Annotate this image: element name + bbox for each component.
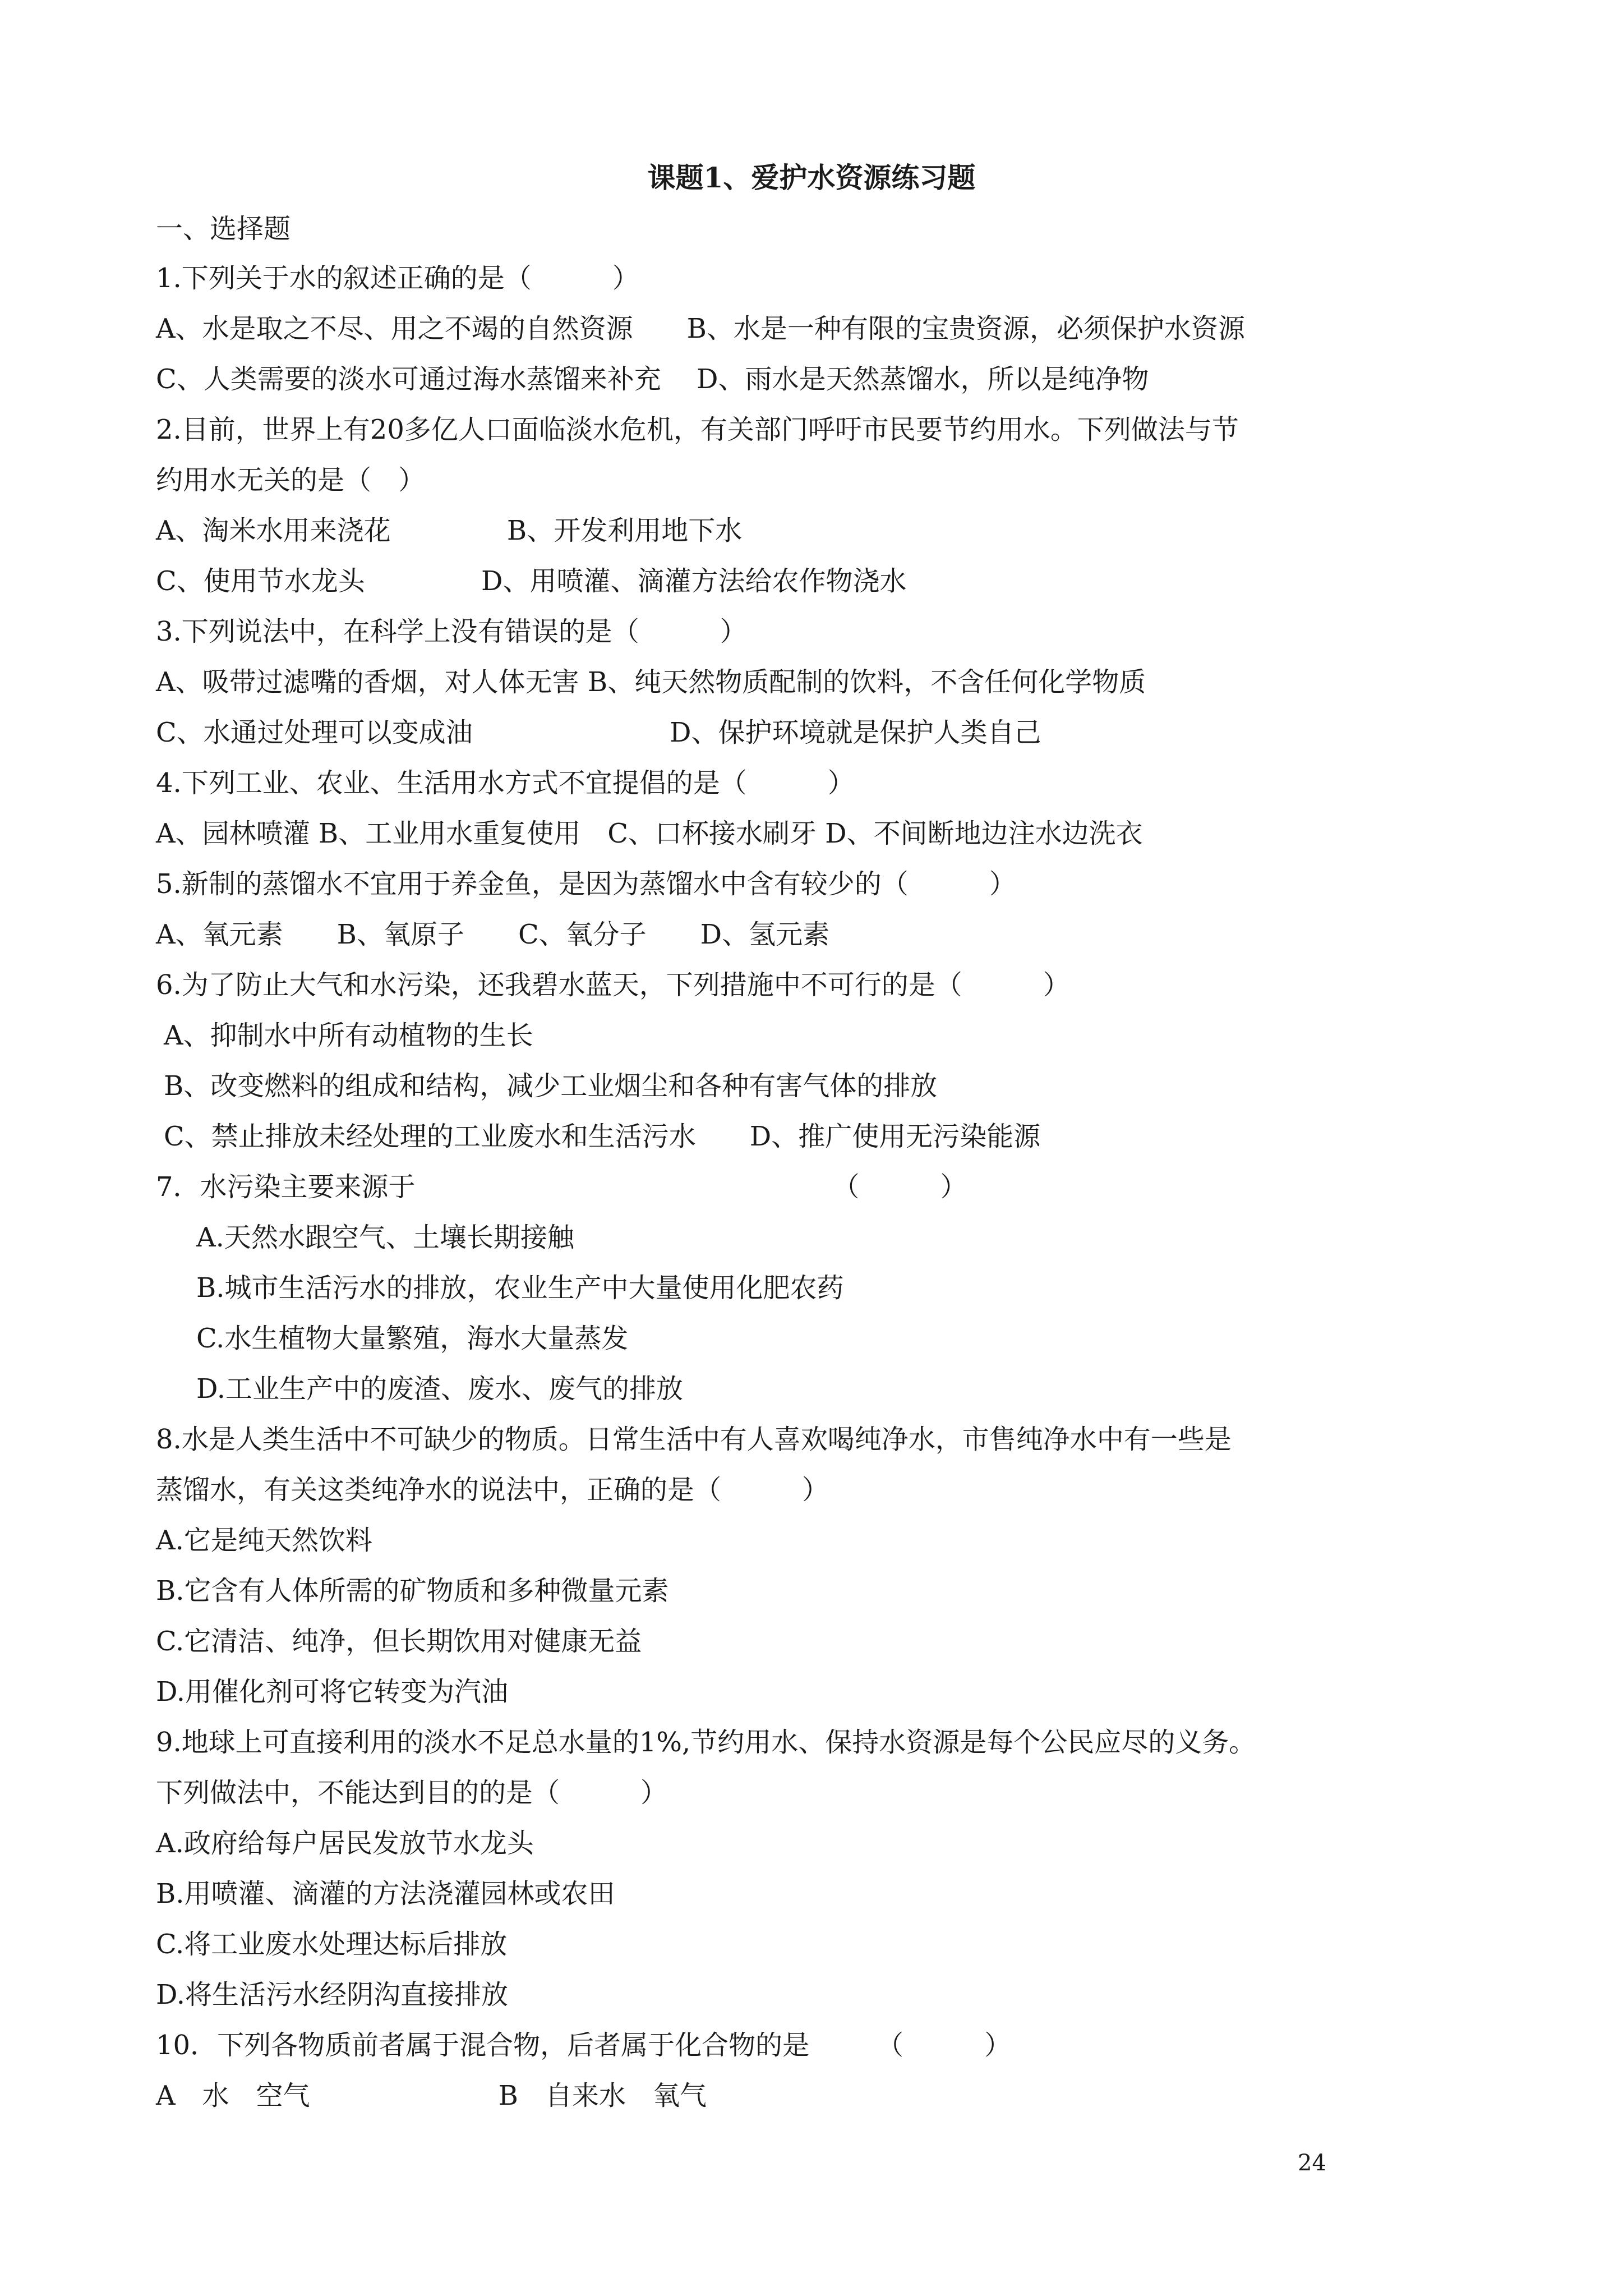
question-4-options: A、园林喷灌 B、工业用水重复使用 C、口杯接水刷牙 D、不间断地边注水边洗衣 — [156, 818, 1143, 849]
question-1-stem: 1.下列关于水的叙述正确的是（ ） — [156, 263, 639, 294]
question-8-stem-line-1: 8.水是人类生活中不可缺少的物质。日常生活中有人喜欢喝纯净水，市售纯净水中有一些是 — [156, 1424, 1232, 1455]
question-4-stem: 4.下列工业、农业、生活用水方式不宜提倡的是（ ） — [156, 767, 855, 799]
question-6-stem: 6.为了防止大气和水污染，还我碧水蓝天，下列措施中不可行的是（ ） — [156, 969, 1070, 1001]
question-3-stem: 3.下列说法中，在科学上没有错误的是（ ） — [156, 616, 747, 647]
page-title: 课题1、爱护水资源练习题 — [647, 161, 976, 194]
question-9-option-a: A.政府给每户居民发放节水龙头 — [156, 1828, 534, 1859]
question-7-option-d: D.工业生产中的废渣、废水、废气的排放 — [196, 1373, 684, 1405]
question-9-option-b: B.用喷灌、滴灌的方法浇灌园林或农田 — [156, 1878, 615, 1910]
question-5-stem: 5.新制的蒸馏水不宜用于养金鱼，是因为蒸馏水中含有较少的（ ） — [156, 868, 1016, 900]
question-6-option-cd: C、禁止排放未经处理的工业废水和生活污水 D、推广使用无污染能源 — [164, 1121, 1041, 1152]
question-10-stem: 10．下列各物质前者属于混合物，后者属于化合物的是 （ ） — [156, 2030, 1012, 2061]
question-2-stem-line-1: 2.目前，世界上有20多亿人口面临淡水危机，有关部门呼吁市民要节约用水。下列做法与节 — [156, 414, 1239, 445]
question-6-option-b: B、改变燃料的组成和结构，减少工业烟尘和各种有害气体的排放 — [164, 1070, 938, 1102]
question-9-stem-line-2: 下列做法中，不能达到目的的是（ ） — [156, 1777, 668, 1809]
question-7-option-a: A.天然水跟空气、土壤长期接触 — [196, 1222, 574, 1253]
question-2-stem-line-2: 约用水无关的是（ ） — [156, 464, 426, 496]
question-1-option-cd: C、人类需要的淡水可通过海水蒸馏来补充 D、雨水是天然蒸馏水，所以是纯净物 — [156, 364, 1149, 395]
question-1-option-ab: A、水是取之不尽、用之不竭的自然资源 B、水是一种有限的宝贵资源，必须保护水资源 — [156, 313, 1245, 344]
question-10-option-ab: A 水 空气 B 自来水 氧气 — [156, 2080, 707, 2111]
section-heading: 一、选择题 — [156, 213, 291, 245]
question-8-option-b: B.它含有人体所需的矿物质和多种微量元素 — [156, 1575, 669, 1607]
question-9-stem-line-1: 9.地球上可直接利用的淡水不足总水量的1%,节约用水、保持水资源是每个公民应尽的义务。 — [156, 1727, 1256, 1758]
question-5-options: A、氧元素 B、氧原子 C、氧分子 D、氢元素 — [156, 919, 830, 950]
question-9-option-d: D.将生活污水经阴沟直接排放 — [156, 1979, 509, 2010]
question-7-option-c: C.水生植物大量繁殖，海水大量蒸发 — [196, 1323, 629, 1354]
page-number: 24 — [1298, 2150, 1326, 2176]
question-8-stem-line-2: 蒸馏水，有关这类纯净水的说法中，正确的是（ ） — [156, 1474, 829, 1506]
question-7-option-b: B.城市生活污水的排放，农业生产中大量使用化肥农药 — [196, 1272, 844, 1304]
question-8-option-c: C.它清洁、纯净，但长期饮用对健康无益 — [156, 1626, 642, 1657]
question-8-option-a: A.它是纯天然饮料 — [156, 1525, 372, 1556]
question-2-option-ab: A、淘米水用来浇花 B、开发利用地下水 — [156, 515, 743, 546]
question-6-option-a: A、抑制水中所有动植物的生长 — [164, 1020, 533, 1051]
question-2-option-cd: C、使用节水龙头 D、用喷灌、滴灌方法给农作物浇水 — [156, 565, 907, 597]
question-9-option-c: C.将工业废水处理达标后排放 — [156, 1929, 508, 1960]
question-3-option-ab: A、吸带过滤嘴的香烟，对人体无害 B、纯天然物质配制的饮料，不含任何化学物质 — [156, 666, 1146, 698]
question-3-option-cd: C、水通过处理可以变成油 D、保护环境就是保护人类自己 — [156, 717, 1041, 748]
question-8-option-d: D.用催化剂可将它转变为汽油 — [156, 1676, 509, 1708]
question-7-stem: 7．水污染主要来源于 （ ） — [156, 1171, 967, 1203]
